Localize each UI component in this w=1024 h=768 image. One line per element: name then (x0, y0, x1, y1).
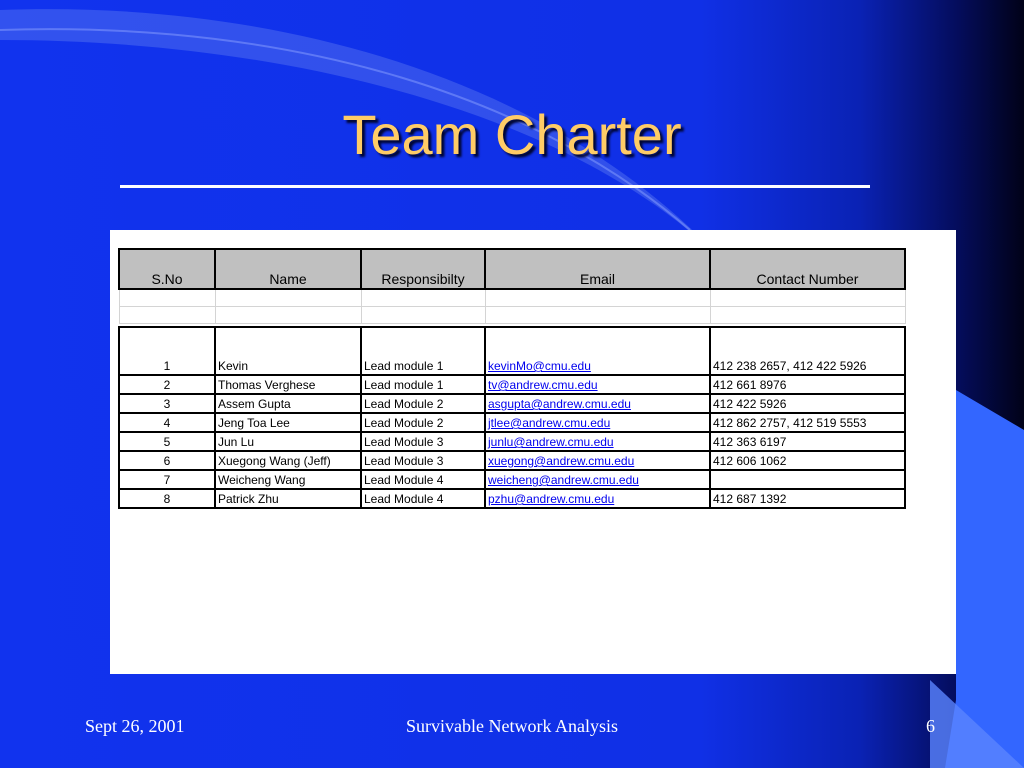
footer-page-number: 6 (926, 716, 935, 736)
cell-responsibility: Lead Module 4 (361, 470, 485, 489)
cell-name: Jeng Toa Lee (215, 413, 361, 432)
email-link[interactable]: kevinMo@cmu.edu (488, 359, 591, 373)
footer-title: Survivable Network Analysis (406, 716, 618, 736)
cell-name: Jun Lu (215, 432, 361, 451)
slide-title: Team Charter (342, 103, 682, 166)
cell-name: Assem Gupta (215, 394, 361, 413)
cell-name: Thomas Verghese (215, 375, 361, 394)
email-link[interactable]: asgupta@andrew.cmu.edu (488, 397, 631, 411)
cell-contact (710, 470, 905, 489)
email-link[interactable]: pzhu@andrew.cmu.edu (488, 492, 615, 506)
cell-name: Xuegong Wang (Jeff) (215, 451, 361, 470)
cell-contact: 412 862 2757, 412 519 5553 (710, 413, 905, 432)
cell-sno: 8 (119, 489, 215, 508)
cell-sno: 6 (119, 451, 215, 470)
email-link[interactable]: weicheng@andrew.cmu.edu (488, 473, 639, 487)
cell-responsibility: Lead Module 3 (361, 432, 485, 451)
cell-email (485, 394, 710, 413)
cell-name: Kevin (215, 327, 361, 375)
team-table (118, 248, 906, 509)
cell-sno: 2 (119, 375, 215, 394)
cell-contact: 412 606 1062 (710, 451, 905, 470)
empty-row (119, 307, 905, 324)
footer-date: Sept 26, 2001 (85, 716, 185, 736)
empty-row (119, 289, 905, 307)
title-underline (120, 185, 870, 188)
table-row (119, 489, 905, 508)
table-header-row (119, 249, 905, 289)
cell-contact: 412 422 5926 (710, 394, 905, 413)
table-row (119, 432, 905, 451)
header-email: Email (485, 249, 710, 289)
cell-name: Weicheng Wang (215, 470, 361, 489)
cell-email (485, 432, 710, 451)
cell-email (485, 413, 710, 432)
email-link[interactable]: xuegong@andrew.cmu.edu (488, 454, 635, 468)
table-row (119, 451, 905, 470)
table-row (119, 375, 905, 394)
cell-responsibility: Lead module 1 (361, 375, 485, 394)
email-link[interactable]: tv@andrew.cmu.edu (488, 378, 598, 392)
cell-email (485, 327, 710, 375)
cell-responsibility: Lead module 1 (361, 327, 485, 375)
table-row (119, 327, 905, 375)
cell-sno: 7 (119, 470, 215, 489)
cell-sno: 4 (119, 413, 215, 432)
cell-sno: 3 (119, 394, 215, 413)
cell-contact: 412 363 6197 (710, 432, 905, 451)
table-row (119, 394, 905, 413)
cell-sno: 5 (119, 432, 215, 451)
cell-responsibility: Lead Module 3 (361, 451, 485, 470)
header-responsibility: Responsibilty (361, 249, 485, 289)
cell-sno: 1 (119, 327, 215, 375)
header-contact: Contact Number (710, 249, 905, 289)
cell-email (485, 451, 710, 470)
cell-responsibility: Lead Module 2 (361, 413, 485, 432)
cell-responsibility: Lead Module 2 (361, 394, 485, 413)
cell-email (485, 470, 710, 489)
cell-contact: 412 661 8976 (710, 375, 905, 394)
table-row (119, 470, 905, 489)
cell-email (485, 375, 710, 394)
header-sno: S.No (119, 249, 215, 289)
table-row (119, 413, 905, 432)
cell-name: Patrick Zhu (215, 489, 361, 508)
header-name: Name (215, 249, 361, 289)
cell-contact: 412 238 2657, 412 422 5926 (710, 327, 905, 375)
email-link[interactable]: jtlee@andrew.cmu.edu (488, 416, 611, 430)
email-link[interactable]: junlu@andrew.cmu.edu (488, 435, 614, 449)
cell-contact: 412 687 1392 (710, 489, 905, 508)
cell-email (485, 489, 710, 508)
cell-responsibility: Lead Module 4 (361, 489, 485, 508)
